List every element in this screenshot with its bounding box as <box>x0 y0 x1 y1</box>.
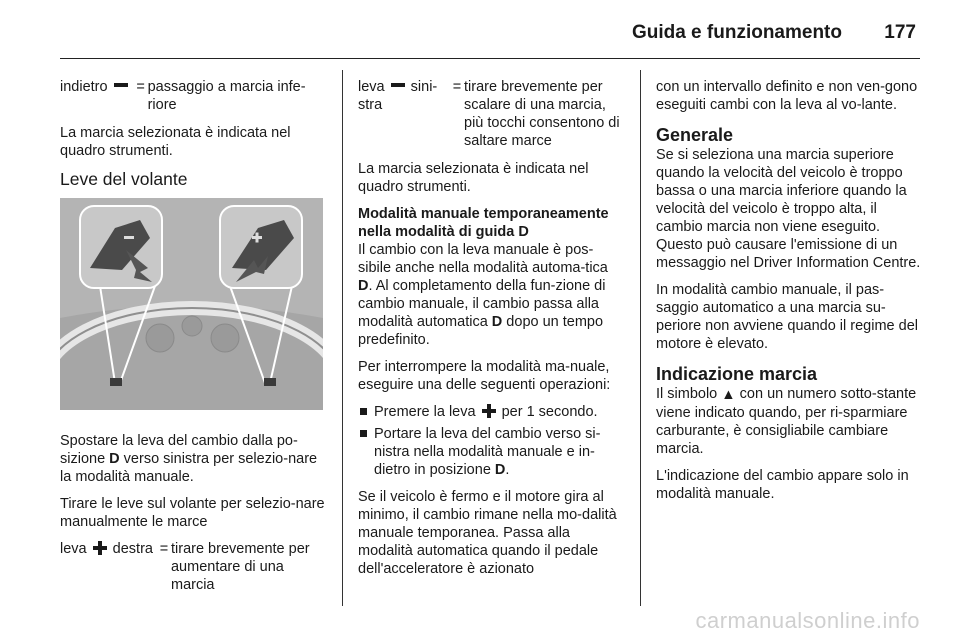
triangle-up-icon: ▲ <box>721 387 736 403</box>
column-divider <box>342 70 343 606</box>
minus-icon <box>391 83 405 87</box>
definition-text: passaggio a marcia infe-riore <box>147 79 306 113</box>
plus-icon <box>93 541 107 555</box>
paragraph: Il cambio con la leva manuale è pos-sibile anche nella modalità automa-tica D. Al completamento della fun-zione di cambio manuale, il cambio passa alla modalità automatica D dopo un tempo predefinito. <box>358 242 608 348</box>
minus-icon <box>114 83 128 87</box>
paragraph: In modalità cambio manuale, il pas-saggio automatico a una marcia su-periore non avviene quando il regime del motore è elevato. <box>656 282 918 352</box>
paragraph: Per interrompere la modalità ma-nuale, eseguire una delle seguenti operazioni: <box>358 359 611 393</box>
column-1 <box>60 78 326 604</box>
bullet-square-icon <box>360 408 367 415</box>
paragraph: Se si seleziona una marcia superiore quando la velocità del veicolo è troppo bassa o una marcia inferiore quando la velocità del veicolo è troppo alta, il cambio marcia non viene eseguito. Questo può causare l'emissione di un messaggio nel Driver Information Centre. <box>656 147 921 271</box>
bullet-list <box>358 403 624 479</box>
paragraph: Spostare la leva del cambio dalla po-sizione D verso sinistra per selezio-nare la modalità manuale. <box>60 433 318 485</box>
column-2 <box>358 78 624 587</box>
paragraph: Il simbolo ▲ con un numero sotto-stante viene indicato quando, per ri-sparmiare carburante, è consigliabile cambiare marcia. <box>656 386 917 457</box>
steering-wheel-paddles-figure <box>60 198 323 410</box>
definition-leva-sinistra: leva sini-stra = tirare brevemente per scalare di una marcia, più tocchi consentono di saltare marce <box>358 78 624 150</box>
paragraph: La marcia selezionata è indicata nel quadro strumenti. <box>60 125 291 159</box>
page-number: 177 <box>884 22 916 43</box>
section-heading: Leve del volante <box>60 169 188 189</box>
paragraph: La marcia selezionata è indicata nel quadro strumenti. <box>358 161 589 195</box>
definition-indietro <box>60 78 326 114</box>
section-heading: Generale <box>656 125 734 145</box>
subsection-heading: Modalità manuale temporaneamente nella modalità di guida D <box>358 206 609 240</box>
definition-text: tirare brevemente per scalare di una marcia, più tocchi consentono di saltare marce <box>464 79 620 149</box>
paragraph: Tirare le leve sul volante per selezio-nare manualmente le marce <box>60 496 325 530</box>
page-title: Guida e funzionamento <box>631 22 842 43</box>
definition-text: tirare brevemente per aumentare di una marcia <box>170 541 310 593</box>
watermark: carmanualsonline.info <box>695 608 920 633</box>
definition-leva-destra: leva destra = tirare brevemente per aumentare di una marcia <box>60 540 326 594</box>
equals-sign: = <box>159 541 169 557</box>
equals-sign: = <box>452 79 462 95</box>
plus-icon <box>482 404 496 418</box>
column-3 <box>656 78 924 512</box>
bullet-square-icon <box>360 430 367 437</box>
term-label: indietro <box>60 79 108 95</box>
list-item: Premere la leva per 1 secondo. <box>358 403 624 421</box>
steering-wheel-illustration <box>60 198 323 410</box>
column-divider <box>640 70 641 606</box>
page-header <box>60 18 920 59</box>
paragraph: Se il veicolo è fermo e il motore gira al minimo, il cambio rimane nella mo-dalità manuale temporanea. Passa alla modalità automatica quando il pedale dell'acceleratore è azionato <box>358 489 617 577</box>
equals-sign: = <box>136 79 145 95</box>
paragraph: L'indicazione del cambio appare solo in modalità manuale. <box>656 468 909 502</box>
list-item: Portare la leva del cambio verso si-nistra nella modalità manuale e in-dietro in posizione D. <box>358 425 624 479</box>
section-heading: Indicazione marcia <box>656 364 818 384</box>
paragraph: con un intervallo definito e non ven-gono eseguiti cambi con la leva al vo-lante. <box>656 79 918 113</box>
